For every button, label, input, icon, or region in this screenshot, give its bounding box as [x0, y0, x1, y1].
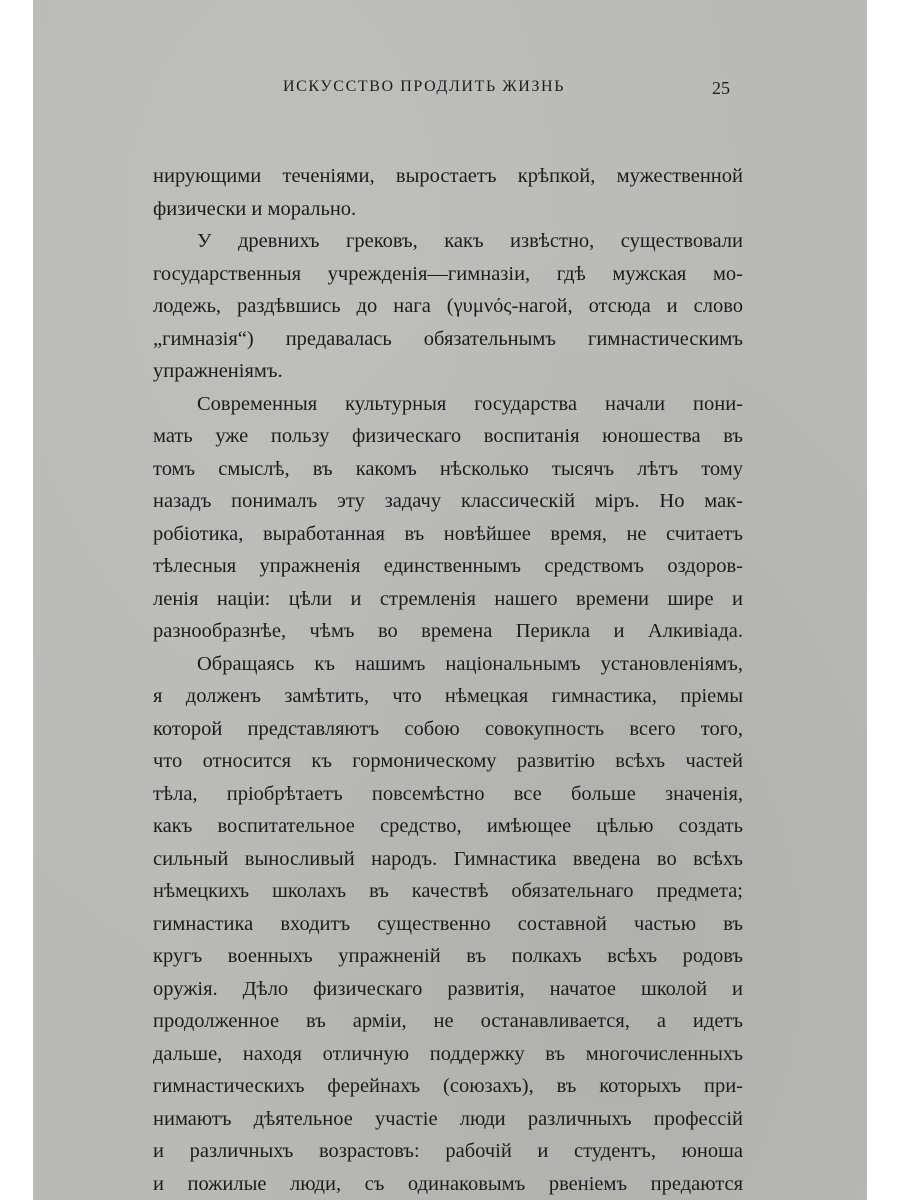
text-line: которой представляютъ собою совокупность всего того, — [153, 717, 743, 740]
text-line: сильный выносливый народъ. Гимнастика введена во всѣхъ — [153, 847, 743, 870]
text-line: и пожилые люди, съ одинаковымъ рвеніемъ предаются — [153, 1172, 743, 1195]
text-line: томъ смыслѣ, въ какомъ нѣсколько тысячъ лѣтъ тому — [153, 457, 743, 480]
text-line: лодежь, раздѣвшись до нага (γυμνός-нагой, отсюда и слово — [153, 295, 743, 317]
text-line: назадъ понималъ эту задачу классическій міръ. Но мак- — [153, 490, 743, 512]
text-line: ленія націи: цѣли и стремленія нашего времени шире и — [153, 587, 743, 610]
text-line: „гимназія“) предавалась обязательнымъ гимнастическимъ — [153, 327, 743, 350]
text-line: разнообразнѣе, чѣмъ во времена Перикла и Алкивіада. — [153, 620, 743, 642]
text-line: У древнихъ грековъ, какъ извѣстно, существовали — [197, 230, 743, 252]
text-line: государственныя учрежденія—гимназіи, гдѣ мужская мо- — [153, 262, 743, 285]
text-line: робіотика, выработанная въ новѣйшее время, не считаетъ — [153, 522, 743, 545]
scanned-page — [33, 0, 867, 1200]
page-header — [33, 76, 867, 102]
text-line: нѣмецкихъ школахъ въ качествѣ обязательнаго предмета; — [153, 880, 743, 902]
text-line: оружія. Дѣло физическаго развитія, начатое школой и — [153, 977, 743, 1000]
text-line: тѣла, пріобрѣтаетъ повсемѣстно все больше значенія, — [153, 782, 743, 805]
text-line: упражненіямъ. — [153, 360, 283, 382]
text-line: гимнастика входитъ существенно составной частью въ — [153, 912, 743, 935]
text-line: Современныя культурныя государства начали пони- — [197, 392, 743, 415]
text-line: гимнастическихъ ферейнахъ (союзахъ), въ которыхъ при- — [153, 1075, 743, 1097]
text-line: нимаютъ дѣятельное участіе люди различныхъ профессій — [153, 1107, 743, 1130]
text-line: какъ воспитательное средство, имѣющее цѣлью создать — [153, 815, 743, 837]
text-line: что относится къ гормоническому развитію всѣхъ частей — [153, 750, 743, 772]
text-line: продолженное въ арміи, не останавливается, а идетъ — [153, 1010, 743, 1032]
text-line: тѣлесныя упражненія единственнымъ средствомъ оздоров- — [153, 555, 743, 577]
body-text — [153, 160, 743, 1200]
text-line: Обращаясь къ нашимъ національнымъ установленіямъ, — [197, 652, 743, 675]
text-line: нирующими теченіями, выростаетъ крѣпкой, мужественной — [153, 165, 743, 187]
page-number: 25 — [712, 78, 730, 98]
running-title: ИСКУССТВО ПРОДЛИТЬ ЖИЗНЬ — [283, 78, 565, 95]
text-line: дальше, находя отличную поддержку въ многочисленныхъ — [153, 1042, 743, 1065]
text-line: я долженъ замѣтить, что нѣмецкая гимнастика, пріемы — [153, 685, 743, 707]
text-line: физически и морально. — [153, 197, 357, 220]
text-line: мать уже пользу физическаго воспитанія юношества въ — [153, 425, 743, 447]
text-line: и различныхъ возрастовъ: рабочій и студентъ, юноша — [153, 1140, 743, 1162]
text-line: кругъ военныхъ упражненій въ полкахъ всѣхъ родовъ — [153, 945, 743, 967]
